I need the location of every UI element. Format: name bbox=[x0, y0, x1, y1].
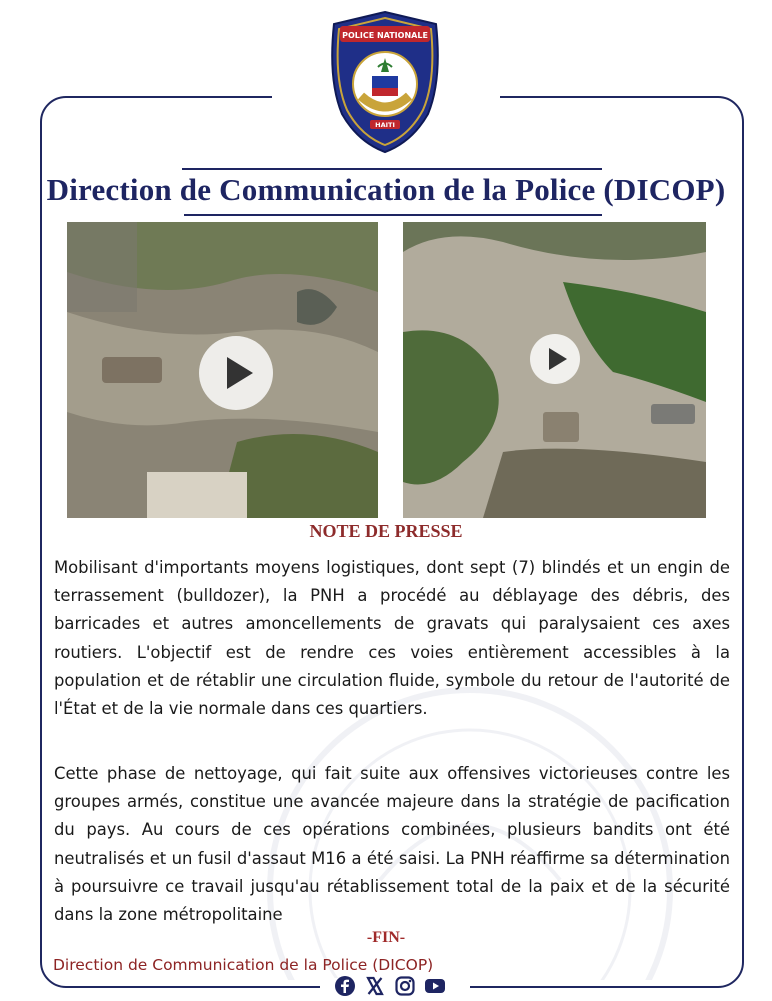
title-rule-bottom bbox=[184, 214, 602, 216]
video-thumbnail-right[interactable] bbox=[403, 222, 706, 518]
paragraph-1: Mobilisant d'importants moyens logistiques, dont sept (7) blindés et un engin de terrassement (bulldozer), la PNH a procédé au déblayage des débris, des barricades et autres amoncellements de gravats qui paralysaient ces axes routiers. L'objectif est de rendre ces voies entièrement accessibles à la population et de rétablir une circulation fluide, symbole du retour de l'autorité de l'État et de la vie normale dans ces quartiers. bbox=[54, 558, 730, 719]
play-button-left[interactable] bbox=[199, 336, 273, 410]
note-title: NOTE DE PRESSE bbox=[309, 521, 463, 541]
x-icon[interactable] bbox=[364, 975, 386, 997]
social-links bbox=[334, 974, 446, 998]
footer-organization: Direction de Communication de la Police (DICOP) bbox=[53, 956, 434, 974]
play-icon bbox=[530, 334, 580, 384]
title-rule-top bbox=[182, 168, 602, 170]
play-icon bbox=[199, 336, 273, 410]
svg-text:HAITI: HAITI bbox=[375, 121, 395, 129]
instagram-icon[interactable] bbox=[394, 975, 416, 997]
play-button-right[interactable] bbox=[530, 334, 580, 384]
facebook-icon[interactable] bbox=[334, 975, 356, 997]
svg-text:POLICE NATIONALE: POLICE NATIONALE bbox=[342, 31, 428, 40]
paragraph-2: Cette phase de nettoyage, qui fait suite aux offensives victorieuses contre les groupes armés, constitue une avancée majeure dans la stratégie de pacification du pays. Au cours de ces opérations combinées, plusieurs bandits ont été neutralisés et un fusil d'assaut M16 a été saisi. La PNH réaffirme sa détermination à poursuivre ce travail jusqu'au rétablissement total de la paix et de la sécurité dans la zone métropolitaine bbox=[54, 764, 730, 925]
page-title: Direction de Communication de la Police (DICOP) bbox=[46, 172, 726, 207]
end-marker: -FIN- bbox=[366, 929, 406, 946]
video-thumbnail-left[interactable] bbox=[67, 222, 378, 518]
police-badge-logo bbox=[328, 10, 442, 154]
youtube-icon[interactable] bbox=[424, 975, 446, 997]
